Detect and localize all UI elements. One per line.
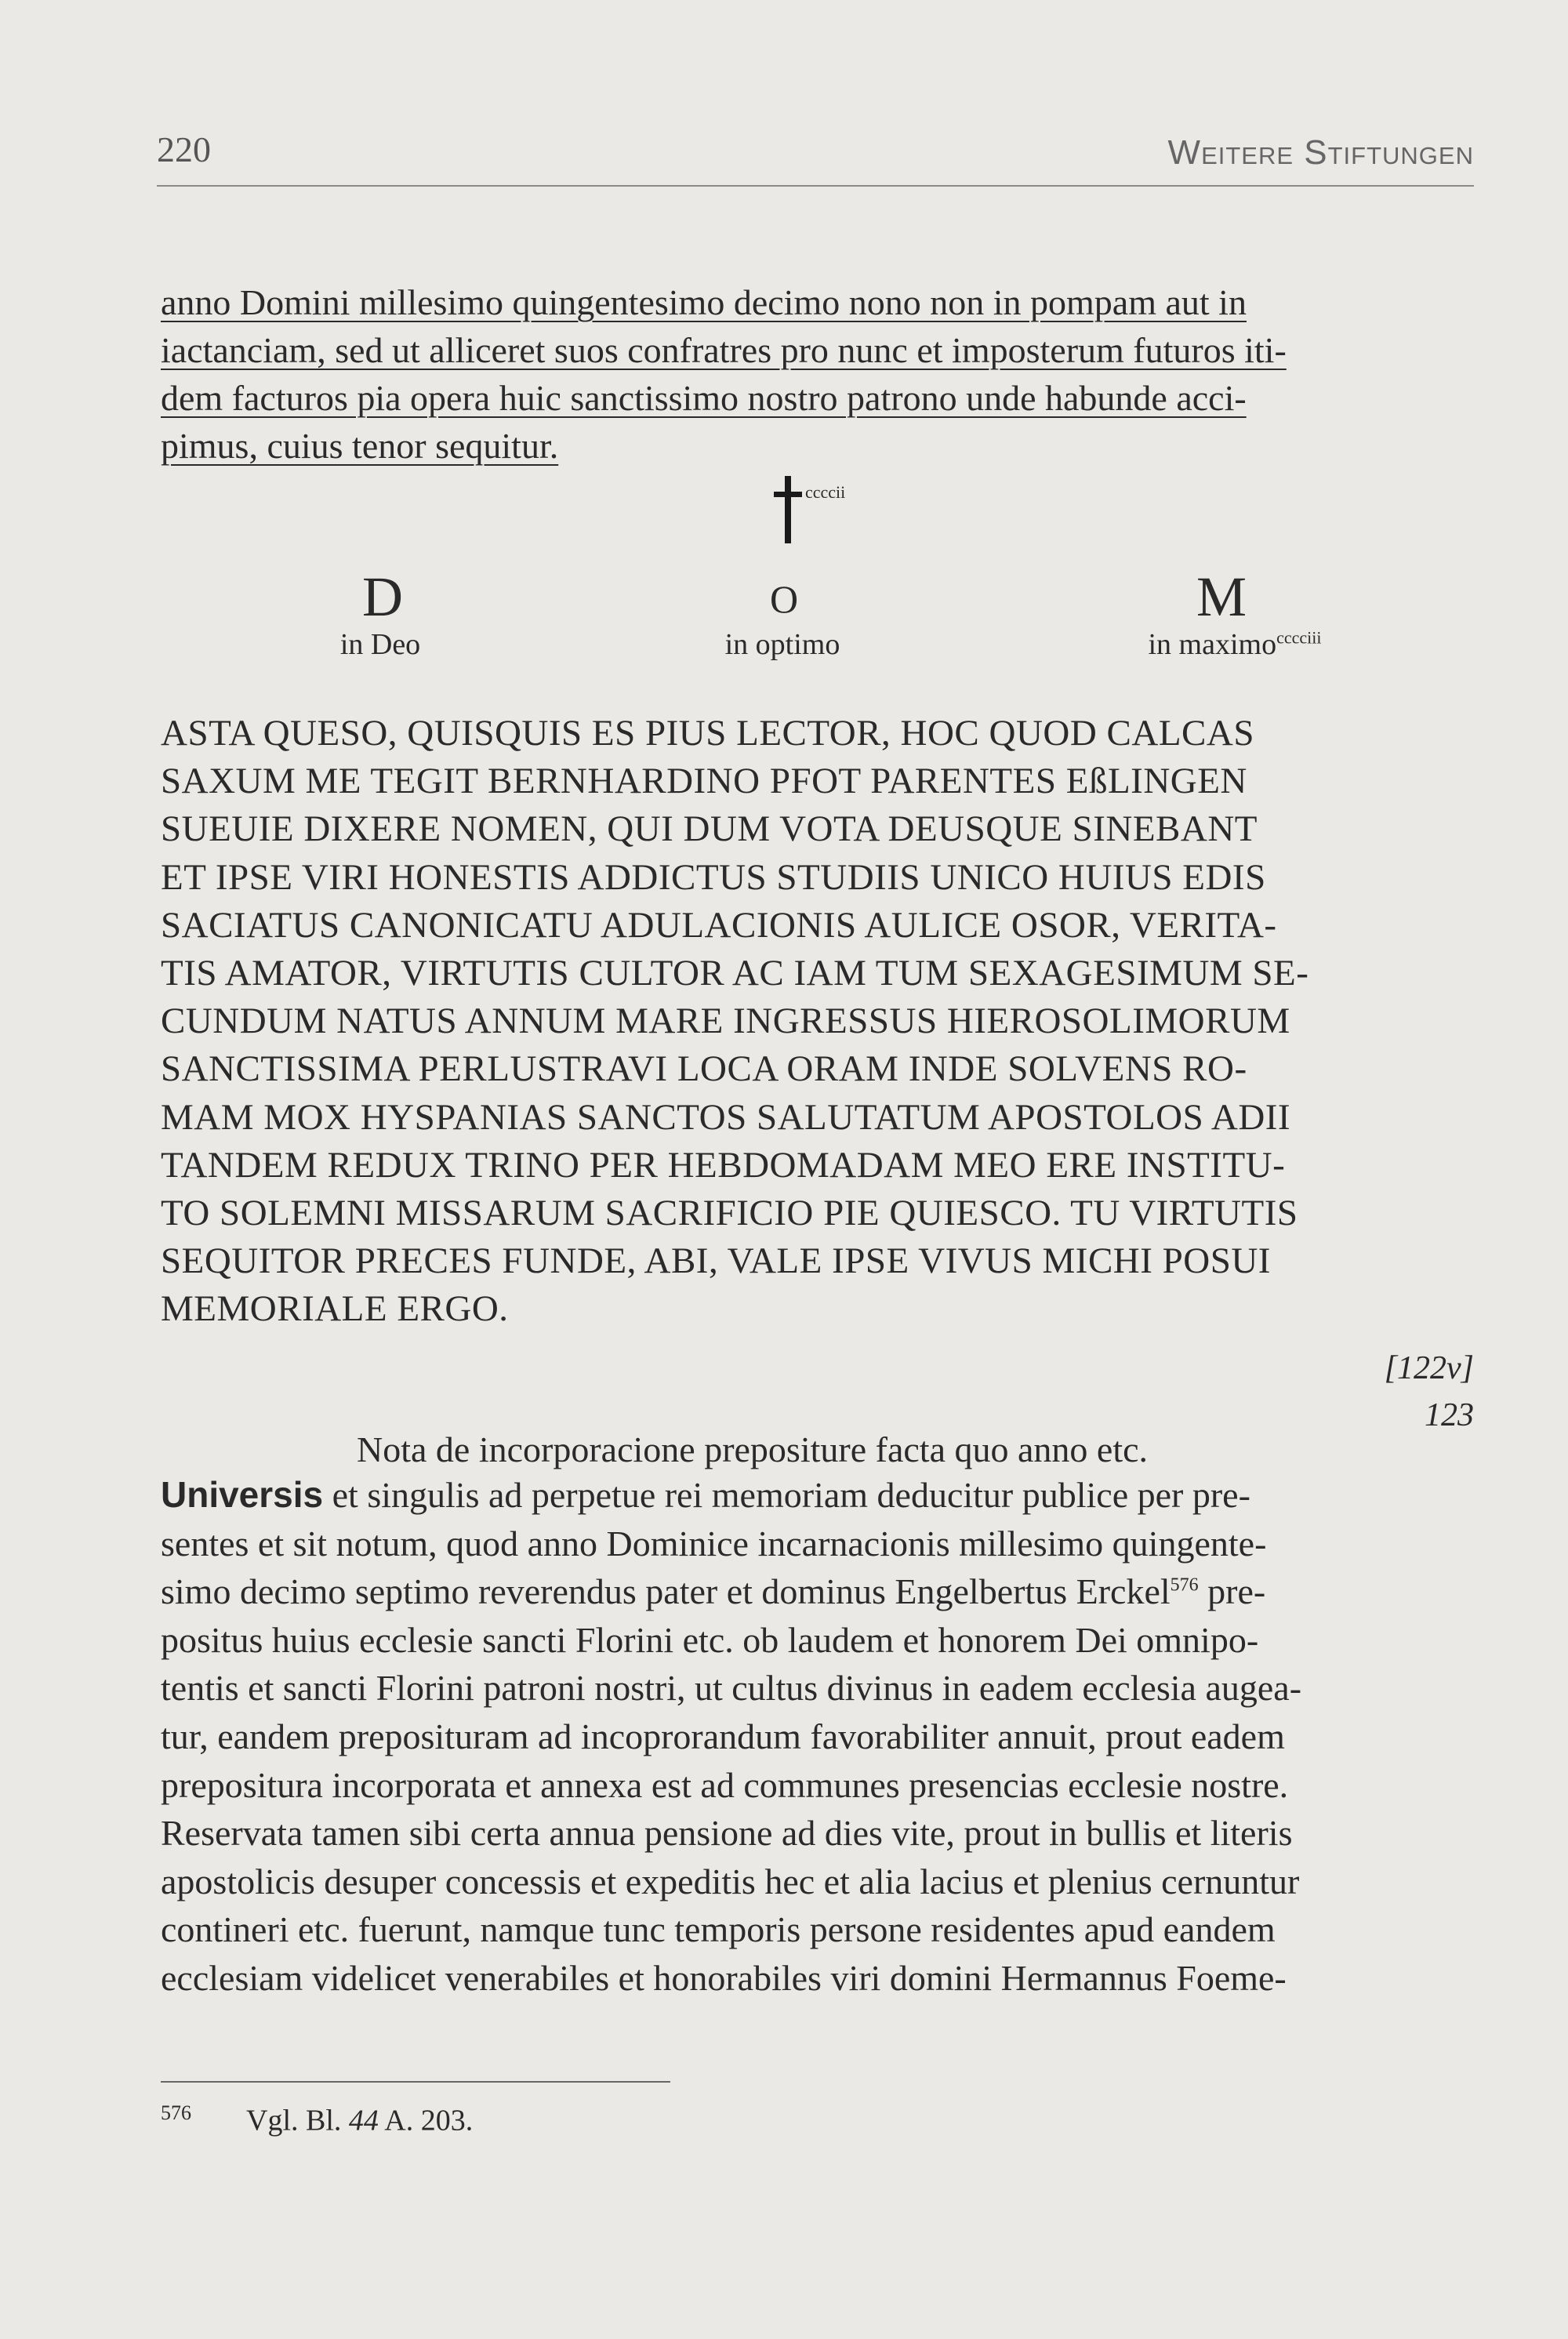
footnote-text-italic: 44 bbox=[348, 2104, 379, 2137]
dom-note-mark: cccciii bbox=[1276, 627, 1322, 648]
body-line: ecclesiam videlicet venerabiles et honorabiles viri domini Hermannus Foeme- bbox=[161, 1957, 1287, 1998]
inscription-line: SAXUM ME TEGIT BERNHARDINO PFOT PARENTES EßLINGEN bbox=[161, 761, 1247, 802]
intro-paragraph bbox=[161, 278, 1470, 470]
body-line: tentis et sancti Florini patroni nostri, ut cultus divinus in eadem ecclesia augea- bbox=[161, 1668, 1302, 1709]
section-heading: Nota de incorporacione prepositure facta quo anno etc. bbox=[357, 1429, 1149, 1469]
dom-letter-d: D bbox=[362, 565, 403, 628]
intro-line: pimus, cuius tenor sequitur. bbox=[161, 426, 559, 466]
inscription-line: SUEUIE DIXERE NOMEN, QUI DUM VOTA DEUSQUE SINEBANT bbox=[161, 808, 1258, 850]
inscription-text bbox=[161, 710, 1470, 1334]
dom-sub-m-text: in maximo bbox=[1148, 628, 1277, 661]
footnote-text-after: A. 203. bbox=[378, 2104, 474, 2137]
folio-leaf: [122v] bbox=[1384, 1350, 1474, 1386]
cross-group bbox=[772, 474, 929, 545]
running-title: Weitere Stiftungen bbox=[1167, 133, 1474, 172]
dom-sub-o: in optimo bbox=[724, 628, 840, 661]
intro-line: dem facturos pia opera huic sanctissimo nostro patrono unde habunde acci- bbox=[161, 378, 1247, 418]
body-line: contineri etc. fuerunt, namque tunc temporis persone residentes apud eandem bbox=[161, 1909, 1276, 1950]
body-line: simo decimo septimo reverendus pater et dominus Engelbertus Erckel bbox=[161, 1571, 1171, 1612]
header-rule bbox=[157, 185, 1474, 187]
inscription-line: ASTA QUESO, QUISQUIS ES PIUS LECTOR, HOC QUOD CALCAS bbox=[161, 713, 1254, 754]
body-line: positus huius ecclesie sancti Florini etc. ob laudem et honorem Dei omnipo- bbox=[161, 1619, 1259, 1660]
folio-marker bbox=[1385, 1345, 1474, 1439]
intro-line: iactanciam, sed ut alliceret suos confratres pro nunc et imposterum futuros iti- bbox=[161, 330, 1287, 370]
footnote-text-before: Vgl. Bl. bbox=[246, 2104, 349, 2137]
inscription-line: MAM MOX HYSPANIAS SANCTOS SALUTATUM APOSTOLOS ADII bbox=[161, 1096, 1291, 1138]
footnote-rule bbox=[161, 2081, 670, 2083]
body-paragraph bbox=[161, 1471, 1470, 2003]
inscription-line: TO SOLEMNI MISSARUM SACRIFICIO PIE QUIESCO. TU VIRTUTIS bbox=[161, 1193, 1298, 1234]
footnote-ref[interactable]: 576 bbox=[1170, 1574, 1199, 1596]
page-header bbox=[157, 125, 1474, 188]
intro-line: anno Domini millesimo quingentesimo decimo nono non in pompam aut in bbox=[161, 282, 1247, 322]
page-number: 220 bbox=[157, 129, 211, 169]
inscription-line: CUNDUM NATUS ANNUM MARE INGRESSUS HIEROSOLIMORUM bbox=[161, 1001, 1290, 1042]
dom-sub-m bbox=[1109, 627, 1360, 662]
inscription-line: TANDEM REDUX TRINO PER HEBDOMADAM MEO ERE INSTITU- bbox=[161, 1144, 1286, 1186]
cross-note-mark: ccccii bbox=[805, 482, 846, 502]
inscription-line: SANCTISSIMA PERLUSTRAVI LOCA ORAM INDE SOLVENS RO- bbox=[161, 1048, 1247, 1090]
body-line: et singulis ad perpetue rei memoriam deducitur publice per pre- bbox=[323, 1475, 1250, 1515]
footnote-number: 576 bbox=[161, 2101, 191, 2124]
body-line: Reservata tamen sibi certa annua pensione ad dies vite, prout in bullis et literis bbox=[161, 1813, 1293, 1854]
inscription-line: ET IPSE VIRI HONESTIS ADDICTUS STUDIIS UNICO HUIUS EDIS bbox=[161, 856, 1266, 898]
footnote bbox=[161, 2101, 473, 2138]
body-line: prepositura incorporata et annexa est ad communes presencias ecclesie nostre. bbox=[161, 1764, 1289, 1805]
initial-word: Universis bbox=[161, 1474, 324, 1515]
inscription-line: SEQUITOR PRECES FUNDE, ABI, VALE IPSE VIVUS MICHI POSUI bbox=[161, 1240, 1271, 1282]
cross-icon bbox=[772, 474, 804, 545]
body-line: sentes et sit notum, quod anno Dominice incarnacionis millesimo quingente- bbox=[161, 1523, 1267, 1564]
body-line: tur, eandem preposituram ad incoprorandum favorabiliter annuit, prout eadem bbox=[161, 1716, 1285, 1756]
folio-number: 123 bbox=[1425, 1397, 1474, 1433]
body-line: pre- bbox=[1198, 1571, 1266, 1612]
dom-letter-m: M bbox=[1196, 565, 1247, 628]
dom-letter-o: O bbox=[769, 577, 799, 621]
inscription-line: MEMORIALE ERGO. bbox=[161, 1288, 509, 1330]
dom-sub-d: in Deo bbox=[339, 628, 421, 661]
inscription-line: TIS AMATOR, VIRTUTIS CULTOR AC IAM TUM SEXAGESIMUM SE- bbox=[161, 953, 1309, 994]
inscription-line: SACIATUS CANONICATU ADULACIONIS AULICE OSOR, VERITA- bbox=[161, 904, 1277, 946]
body-line: apostolicis desuper concessis et expeditis hec et alia lacius et plenius cernuntur bbox=[161, 1861, 1300, 1901]
